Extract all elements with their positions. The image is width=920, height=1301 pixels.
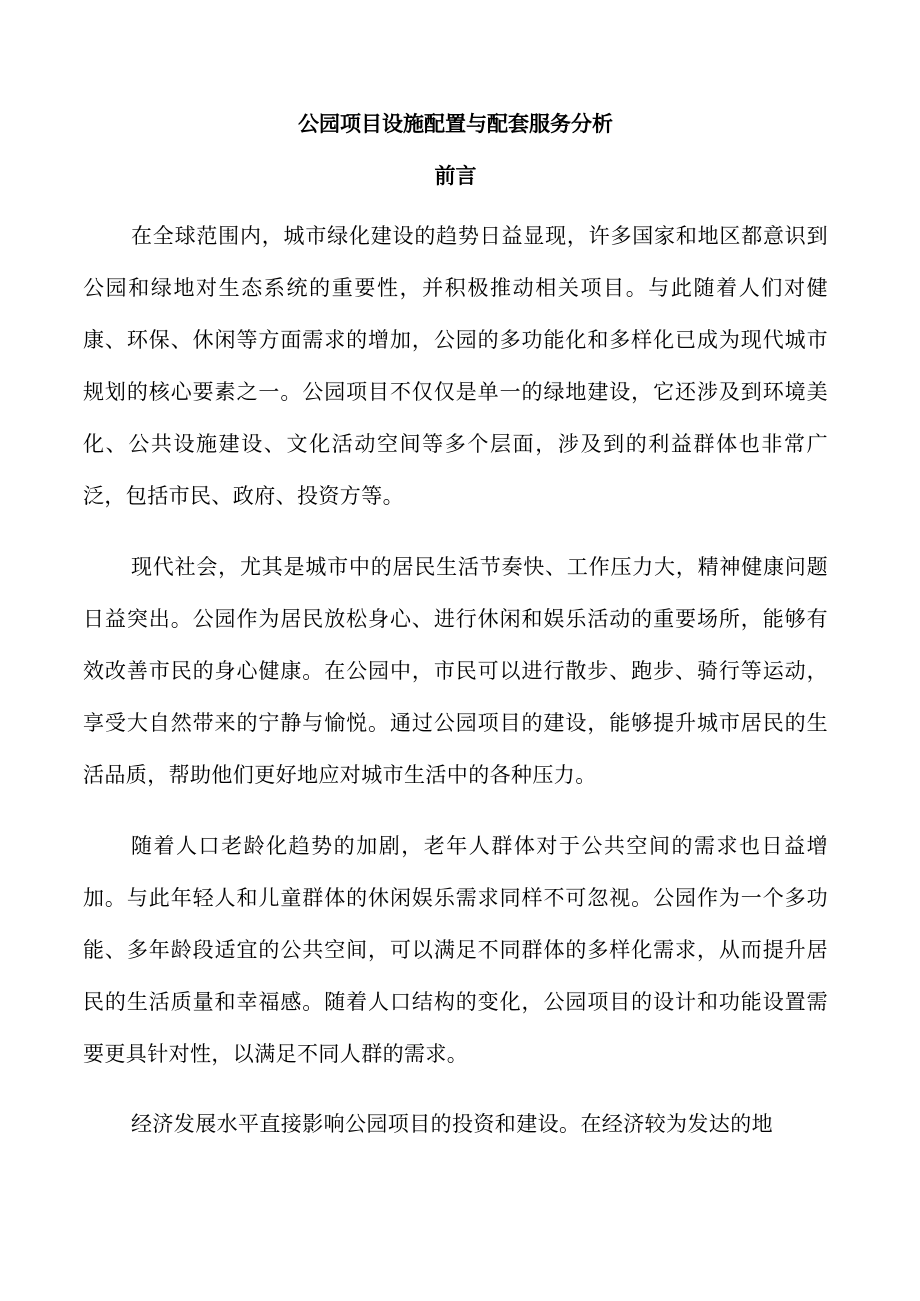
section-heading-preface: 前言 — [434, 163, 477, 188]
body-paragraph: 在全球范围内，城市绿化建设的趋势日益显现，许多国家和地区都意识到公园和绿地对生态系统的重要性，并积极推动相关项目。与此随着人们对健康、环保、休闲等方面需求的增加，公园的多功能化和多样化已成为现代城市规划的核心要素之一。公园项目不仅仅是单一的绿地建设，它还涉及到环境美化、公共设施建设、文化活动空间等多个层面，涉及到的利益群体也非常广泛，包括市民、政府、投资方等。 — [83, 224, 828, 508]
body-paragraph: 随着人口老龄化趋势的加剧，老年人群体对于公共空间的需求也日益增加。与此年轻人和儿童群体的休闲娱乐需求同样不可忽视。公园作为一个多功能、多年龄段适宜的公共空间，可以满足不同群体的多样化需求，从而提升居民的生活质量和幸福感。随着人口结构的变化，公园项目的设计和功能设置需要更具针对性，以满足不同人群的需求。 — [83, 834, 828, 1066]
body-paragraph: 现代社会，尤其是城市中的居民生活节奏快、工作压力大，精神健康问题日益突出。公园作为居民放松身心、进行休闲和娱乐活动的重要场所，能够有效改善市民的身心健康。在公园中，市民可以进行散步、跑步、骑行等运动，享受大自然带来的宁静与愉悦。通过公园项目的建设，能够提升城市居民的生活品质，帮助他们更好地应对城市生活中的各种压力。 — [83, 555, 828, 787]
document-title: 公园项目设施配置与配套服务分析 — [298, 111, 613, 136]
body-paragraph: 经济发展水平直接影响公园项目的投资和建设。在经济较为发达的地 — [131, 1112, 773, 1136]
